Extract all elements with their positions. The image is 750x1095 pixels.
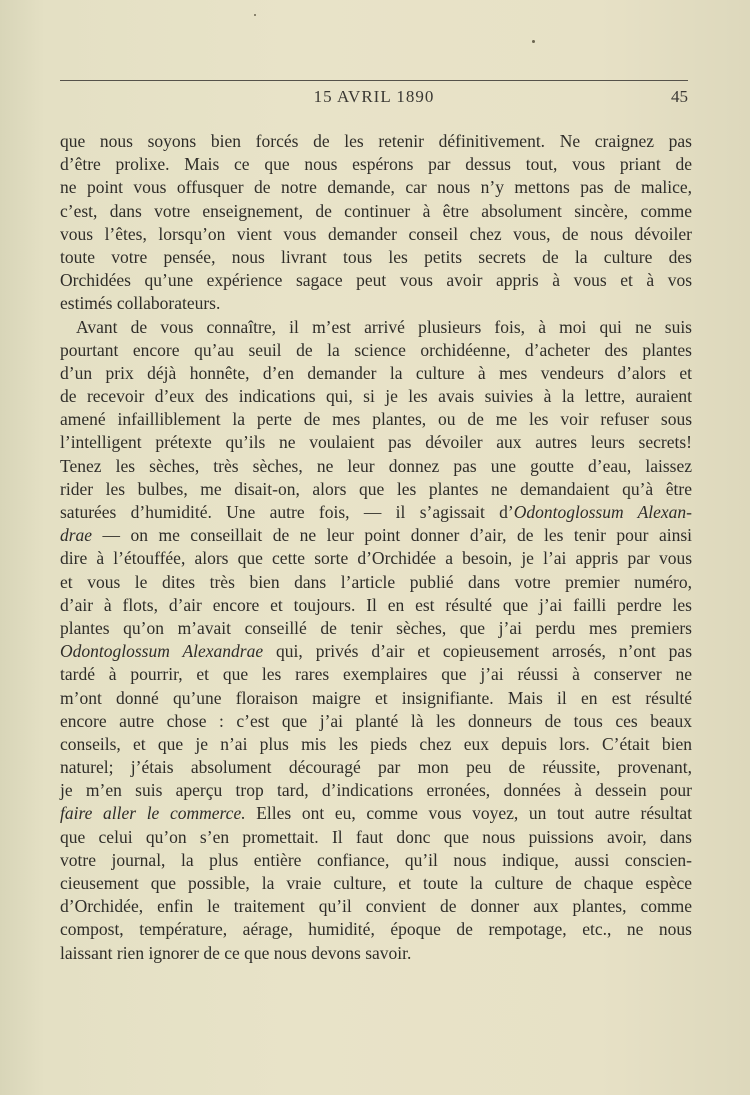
text-segment: d’air à flots, d’air encore et toujours. Il en est résulté que j’ai failli perdre les (60, 594, 692, 615)
text-line (60, 571, 692, 594)
text-segment: c’est, dans votre enseignement, de continuer à être absolument sincère, comme (60, 200, 692, 221)
text-segment: l’intelligent prétexte qu’ils ne voulaient pas dévoiler aux autres leurs secrets! (60, 432, 692, 453)
text-segment: Tenez les sèches, très sèches, ne leur donnez pas une goutte d’eau, laissez (60, 455, 692, 476)
text-segment: Orchidées qu’une expérience sagace peut vous avoir appris à vous et à vos (60, 270, 692, 291)
running-header (60, 87, 688, 113)
italic-text: Odontoglossum Alexandrae (60, 641, 264, 662)
text-line (60, 269, 692, 292)
text-segment: Elles ont eu, comme vous voyez, un tout autre résultat (245, 803, 693, 824)
text-segment: votre journal, la plus entière confiance, qu’il nous indique, aussi conscien- (60, 849, 692, 870)
text-segment: amené infailliblement la perte de mes plantes, ou de me les voir refuser sous (60, 409, 692, 430)
italic-text: drae (60, 525, 93, 546)
text-line (60, 200, 692, 223)
text-segment: m’ont donné qu’une floraison maigre et insignifiante. Mais il en est résulté (60, 687, 692, 708)
text-line (60, 176, 692, 199)
text-line (60, 408, 692, 431)
text-segment: rider les bulbes, me disait-on, alors que les plantes ne demandaient qu’à être (60, 478, 692, 499)
text-segment: d’Orchidée, enfin le traitement qu’il convient de donner aux plantes, comme (60, 896, 692, 917)
text-line (60, 617, 692, 640)
text-segment: ne point vous offusquer de notre demande, car nous n’y mettons pas de malice, (60, 177, 692, 198)
text-line (60, 687, 692, 710)
text-line (60, 292, 692, 315)
text-segment: tardé à pourrir, et que les rares exemplaires que j’ai réussi à conserver ne (60, 664, 692, 685)
text-line (60, 779, 692, 802)
text-line (60, 802, 692, 825)
text-line (60, 756, 692, 779)
text-line (60, 710, 692, 733)
italic-text: Odontoglossum Alexan- (513, 502, 692, 522)
text-segment: cieusement que possible, la vraie culture, et toute la culture de chaque espèce (60, 873, 692, 893)
text-line (60, 478, 692, 501)
text-segment: d’un prix déjà honnête, d’en demander la culture à mes vendeurs d’alors et (60, 362, 692, 383)
text-segment: dire à l’étouffée, alors que cette sorte d’Orchidée a besoin, je l’ai appris par vous (60, 548, 692, 569)
header-rule (60, 80, 688, 81)
text-segment: — on me conseillait de ne leur point donner d’air, de les tenir pour ainsi (92, 525, 692, 546)
paper-speck (254, 14, 256, 16)
text-line (60, 918, 692, 941)
article-body (60, 130, 692, 965)
text-line (60, 431, 692, 454)
text-line (60, 849, 692, 872)
text-line (60, 663, 692, 686)
text-line (60, 895, 692, 918)
text-segment: laissant rien ignorer de ce que nous devons savoir. (60, 942, 412, 963)
text-segment: encore autre chose : c’est que j’ai planté là les donneurs de tous ces beaux (60, 710, 692, 731)
text-line (60, 316, 692, 339)
text-segment: conseils, et que je n’ai plus mis les pieds chez eux depuis lors. C’était bien (60, 733, 692, 754)
text-segment: toute votre pensée, nous livrant tous les petits secrets de la culture des (60, 246, 692, 267)
text-segment: que nous soyons bien forcés de les retenir définitivement. Ne craignez pas (60, 131, 692, 151)
text-segment: plantes qu’on m’avait conseillé de tenir sèches, que j’ai perdu mes premiers (60, 617, 692, 638)
text-segment: je m’en suis aperçu trop tard, d’indications erronées, données à dessein pour (60, 780, 692, 801)
text-line (60, 455, 692, 478)
text-line (60, 524, 692, 547)
text-segment: de recevoir d’eux des indications qui, si je les avais suivies à la lettre, auraient (60, 386, 692, 407)
text-line (60, 872, 692, 895)
text-segment: naturel; j’étais absolument découragé par mon peu de réussite, provenant, (60, 757, 692, 778)
italic-text: faire aller le commerce. (60, 803, 246, 824)
text-line (60, 547, 692, 570)
text-segment: et vous le dites très bien dans l’article publié dans votre premier numéro, (60, 571, 692, 592)
text-segment: saturées d’humidité. Une autre fois, — il s’agissait d’ (60, 502, 514, 522)
text-segment: estimés collaborateurs. (60, 293, 221, 314)
text-line (60, 733, 692, 756)
text-segment: vous l’êtes, lorsqu’on vient vous demander conseil chez vous, de nous dévoiler (60, 223, 692, 244)
text-segment: d’être prolixe. Mais ce que nous espérons par dessus tout, vous priant de (60, 154, 692, 175)
text-line (60, 223, 692, 246)
text-line (60, 339, 692, 362)
text-segment: qui, privés d’air et copieusement arrosés, n’ont pas (263, 641, 693, 662)
text-segment: pourtant encore qu’au seuil de la science orchidéenne, d’acheter des plantes (60, 339, 692, 360)
text-line (60, 153, 692, 176)
text-line (60, 594, 692, 617)
text-segment: compost, température, aérage, humidité, époque de rempotage, etc., ne nous (60, 919, 692, 940)
page-number: 45 (671, 87, 688, 106)
text-line (60, 385, 692, 408)
text-segment: que celui qu’on s’en promettait. Il faut donc que nous puissions avoir, dans (60, 826, 692, 847)
text-line (60, 130, 692, 153)
header-date: 15 AVRIL 1890 (313, 87, 435, 106)
text-line (60, 942, 692, 965)
text-segment: Avant de vous connaître, il m’est arrivé plusieurs fois, à moi qui ne suis (76, 316, 692, 337)
paper-speck (532, 40, 535, 43)
text-line (60, 362, 692, 385)
text-line (60, 501, 692, 524)
text-line (60, 640, 692, 663)
text-line (60, 246, 692, 269)
text-line (60, 826, 692, 849)
